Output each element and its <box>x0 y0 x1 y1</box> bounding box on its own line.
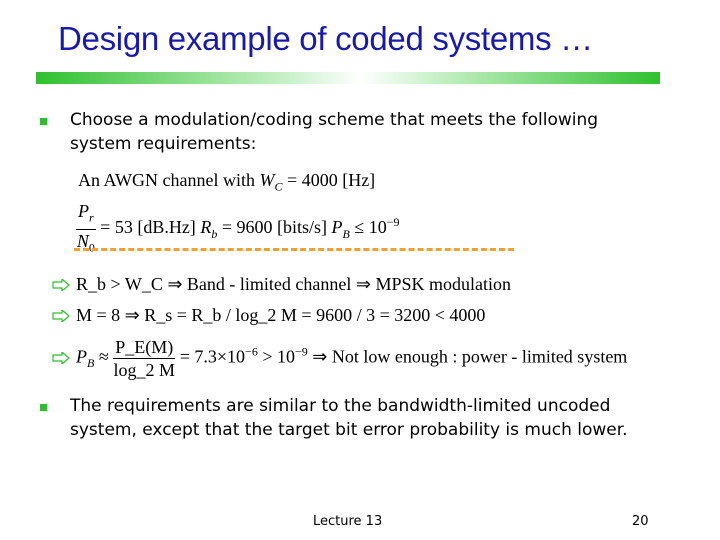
bullet-text-2 <box>70 394 628 442</box>
math-step-3: $P_B$ ≈ $\frac{P\_E(M)}{\log\_2 M}$ = $7.3\times 10^{-6} > 10^{-9}$ ⇒ Not low enough : power - limited system <box>76 337 628 380</box>
math-requirement-channel: An AWGN channel with $W_C = 4000$ [Hz] <box>78 170 376 194</box>
slide-title: Design example of coded systems … <box>58 20 593 57</box>
title-underline <box>36 72 660 84</box>
snr-fraction: $\frac{P_r}{N_0}$ <box>76 201 95 255</box>
bullet-text-1 <box>70 108 598 156</box>
footer-page-number: 20 <box>632 514 649 529</box>
pe-fraction: $\frac{P\_E(M)}{\log\_2 M}$ <box>113 337 175 380</box>
footer-lecture: Lecture 13 <box>313 514 383 529</box>
arrow-right-icon <box>52 310 70 322</box>
arrow-right-icon <box>52 352 70 364</box>
dashed-separator <box>74 248 514 251</box>
bullet-icon <box>40 404 47 411</box>
math-requirement-params: $\frac{P_r}{N_0}$ = 53 [dB.Hz] $R_b = 9600$ [bits/s] $P_B \le 10^{-9}$ <box>76 200 399 258</box>
bullet-2-line-2: system, except that the target bit error probability is much lower. <box>70 420 628 440</box>
bullet-1-line-2: system requirements: <box>70 134 257 154</box>
arrow-right-icon <box>52 279 70 291</box>
bullet-icon <box>40 118 47 125</box>
bullet-2-line-1: The requirements are similar to the bandwidth-limited uncoded <box>70 396 611 416</box>
math-step-1: R_b > W_C ⇒ Band - limited channel ⇒ MPSK modulation <box>76 274 511 294</box>
bullet-1-line-1: Choose a modulation/coding scheme that meets the following <box>70 110 599 130</box>
math-step-2: M = 8 ⇒ R_s = R_b / log_2 M = 9600 / 3 = 3200 < 4000 <box>76 305 486 325</box>
